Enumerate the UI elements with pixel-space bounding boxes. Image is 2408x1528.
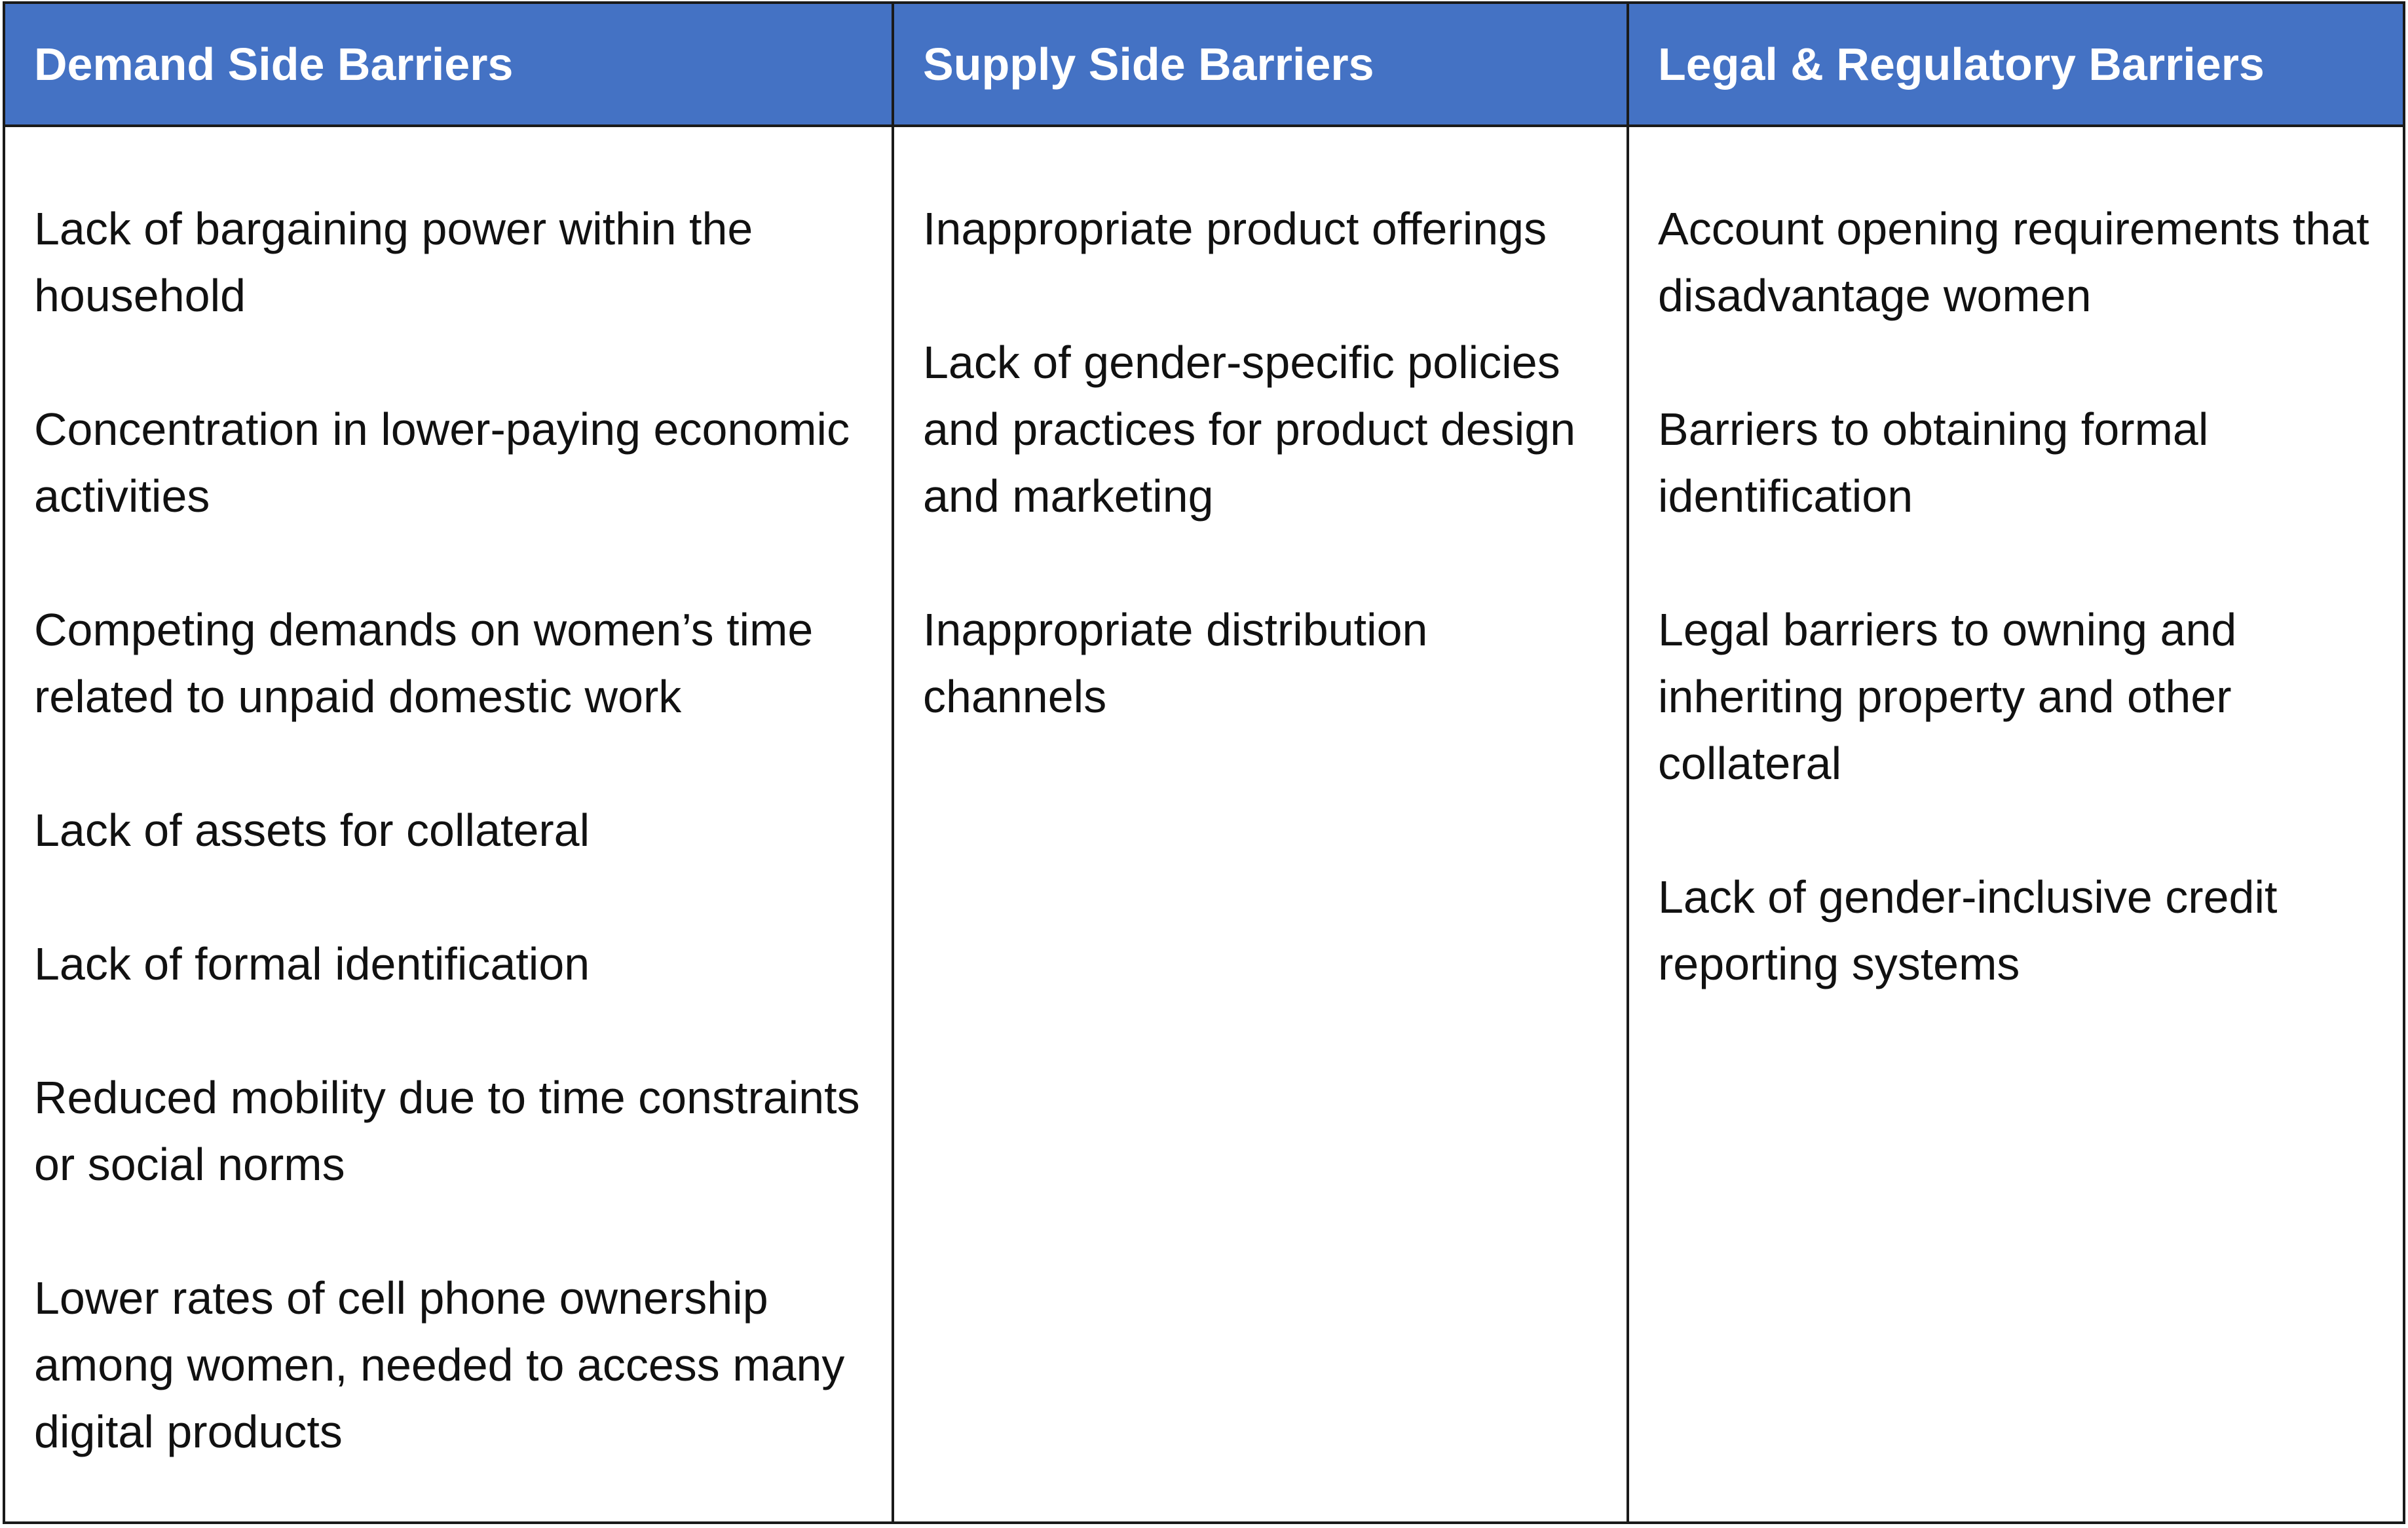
list-item: Barriers to obtaining formal identification (1658, 404, 2209, 522)
list-item: Legal barriers to owning and inheriting property and other collateral (1658, 604, 2237, 789)
list-item: Lower rates of cell phone ownership among women, needed to access many digital products (34, 1272, 845, 1457)
header-demand-side: Demand Side Barriers (4, 3, 893, 126)
legal-regulatory-list (1658, 195, 2383, 997)
list-item: Inappropriate product offerings (923, 203, 1547, 254)
supply-side-list (923, 195, 1607, 730)
legal-regulatory-cell (1628, 126, 2404, 1523)
demand-side-cell (4, 126, 893, 1523)
list-item: Account opening requirements that disadvantage women (1658, 203, 2369, 321)
list-item: Concentration in lower-paying economic activities (34, 404, 850, 522)
list-item: Reduced mobility due to time constraints or social norms (34, 1072, 860, 1190)
header-supply-side: Supply Side Barriers (893, 3, 1628, 126)
header-legal-regulatory: Legal & Regulatory Barriers (1628, 3, 2404, 126)
list-item: Lack of assets for collateral (34, 805, 590, 856)
list-item: Inappropriate distribution channels (923, 604, 1428, 722)
barriers-table (3, 1, 2405, 1524)
list-item: Lack of bargaining power within the household (34, 203, 753, 321)
demand-side-list (34, 195, 872, 1465)
list-item: Competing demands on women’s time related to unpaid domestic work (34, 604, 814, 722)
list-item: Lack of formal identification (34, 938, 590, 989)
header-row (4, 3, 2404, 126)
body-row (4, 126, 2404, 1523)
supply-side-cell (893, 126, 1628, 1523)
list-item: Lack of gender-specific policies and practices for product design and marketing (923, 337, 1576, 522)
list-item: Lack of gender-inclusive credit reporting systems (1658, 871, 2278, 989)
